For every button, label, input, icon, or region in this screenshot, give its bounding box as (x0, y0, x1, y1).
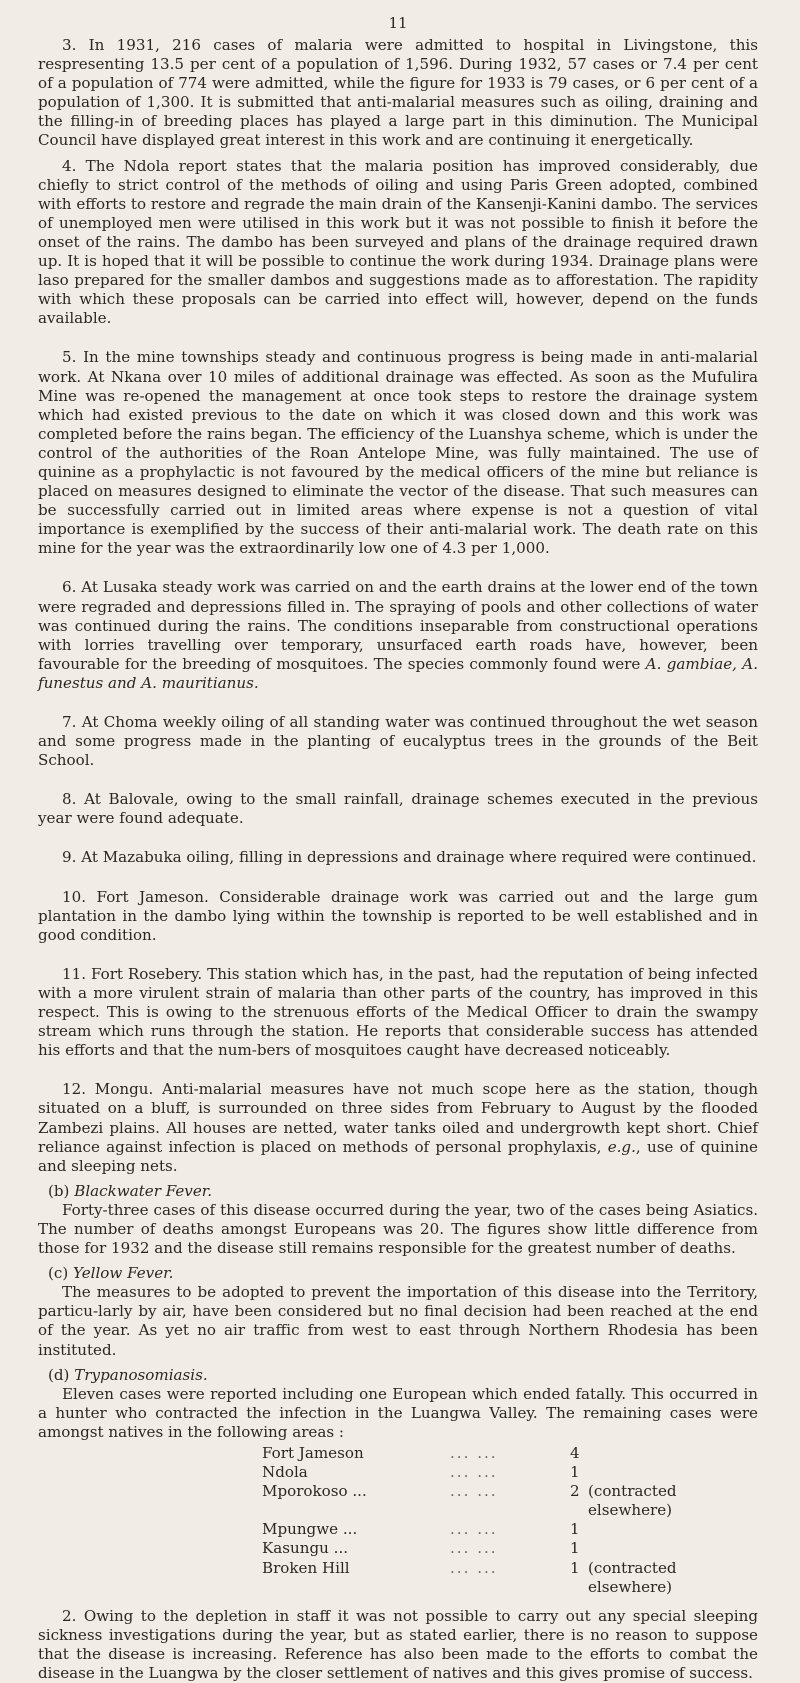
paragraph-6 (38, 578, 758, 693)
leader-dots: ... ... (450, 1463, 498, 1482)
paragraph-7: 7. At Choma weekly oiling of all standing water was continued throughout the wet season and some progress made in the planting of eucalyptus trees in the grounds of the Beit School. (38, 713, 758, 770)
table-row (262, 1444, 758, 1463)
paragraph-8: 8. At Balovale, owing to the small rainfall, drainage schemes executed in the previous year were found adequate. (38, 790, 758, 828)
section-label: (b) (48, 1181, 70, 1200)
section-heading-trypanosomiasis (38, 1366, 758, 1385)
paragraph-10: 10. Fort Jameson. Considerable drainage work was carried out and the large gum plantation in the dambo lying within the township is reported to be well established and in good condition. (38, 887, 758, 944)
paragraph-12-end: , use of quinine and sleeping nets. (38, 1137, 758, 1175)
area-name: Ndola (262, 1463, 308, 1482)
section-heading-yellow-fever (38, 1264, 758, 1283)
area-count: 2 (570, 1482, 580, 1501)
section-title: Trypanosomiasis. (74, 1365, 208, 1384)
paragraph-trypanosomiasis: Eleven cases were reported including one European which ended fatally. This occurred in a hunter who contracted the infection in the Luangwa Valley. The remaining cases were amongst natives in the following areas : (38, 1384, 758, 1441)
area-note: (contracted elsewhere) (588, 1558, 677, 1596)
area-count: 4 (570, 1444, 580, 1462)
leader-dots: ... ... (450, 1520, 498, 1539)
paragraph-9: 9. At Mazabuka oiling, filling in depressions and drainage where required were continued. (62, 848, 757, 867)
area-count: 1 (570, 1558, 580, 1577)
paragraph-yellow-fever: The measures to be adopted to prevent the importation of this disease into the Territory, particu-larly by air, have been considered but no final decision had been reached at the end of the year. As yet no air traffic from west to east through Northern Rhodesia has been instituted. (38, 1283, 758, 1359)
section-title: Yellow Fever. (73, 1264, 174, 1283)
area-note (588, 1463, 758, 1482)
area-name: Broken Hill (262, 1558, 350, 1577)
leader-dots: ... ... (450, 1444, 498, 1462)
area-note (588, 1539, 758, 1558)
section-label: (c) (48, 1264, 69, 1283)
table-row (262, 1539, 758, 1558)
paragraph-6-text: 6. At Lusaka steady work was carried on and the earth drains at the lower end of the town were regraded and depressions filled in. The spraying of pools and other collections of water was continued during the rains. The conditions inseparable from constructional operations with lorries travelling over temporary, unsurfaced earth roads have, however, been favourable for the breeding of mosquitoes. The species commonly found were (38, 578, 758, 673)
leader-dots: ... ... (450, 1482, 498, 1501)
paragraph-3: 3. In 1931, 216 cases of malaria were admitted to hospital in Livingstone, this respresenting 13.5 per cent of a population of 1,596. During 1932, 57 cases or 7.4 per cent of a population of 774 were admitted, while the figure for 1933 is 79 cases, or 6 per cent of a population of 1,300. It is submitted that anti-malarial measures such as oiling, draining and the filling-in of breeding places has played a large part in this diminution. The Municipal Council have displayed great interest in this work and are continuing it energetically. (38, 36, 758, 150)
table-row (262, 1520, 758, 1539)
area-name: Mpungwe ... (262, 1520, 358, 1539)
table-row (262, 1463, 758, 1482)
table-row (262, 1559, 758, 1597)
section-heading-blackwater (38, 1182, 758, 1201)
leader-dots: ... ... (450, 1558, 498, 1577)
area-note (588, 1520, 758, 1539)
area-count: 1 (570, 1463, 580, 1482)
area-note (588, 1444, 758, 1463)
paragraph-final: 2. Owing to the depletion in staff it was not possible to carry out any special sleeping sickness investigations during the year, but as stated earlier, there is no reason to suppose that the disease is increasing. Reference has also been made to the efforts to combat the disease in the Luangwa by the closer settlement of natives and this gives promise of success. (38, 1606, 758, 1683)
area-name: Kasungu ... (262, 1539, 349, 1558)
paragraph-blackwater: Forty-three cases of this disease occurred during the year, two of the cases being Asiatics. The number of deaths amongst Europeans was 20. The figures show little difference from those for 1932 and the disease still remains responsible for the greatest number of deaths. (38, 1200, 758, 1258)
paragraph-4: 4. The Ndola report states that the malaria position has improved considerably, due chiefly to strict control of the methods of oiling and using Paris Green adopted, combined with efforts to restore and regrade the main drain of the Kansenji-Kanini dambo. The services of unemployed men were utilised in this work but it was not possible to finish it before the onset of the rains. The dambo has been surveyed and plans of the drainage required drawn up. It is hoped that it will be possible to continue the work during 1934. Drainage plans were laso prepared for the smaller dambos and suggestions made as to afforestation. The rapidity with which these proposals can be carried into effect will, however, depend on the funds available. (38, 156, 758, 328)
area-name: Mporokoso ... (262, 1482, 367, 1501)
eg-abbrev: e.g. (607, 1137, 636, 1156)
section-label: (d) (48, 1365, 70, 1384)
areas-table (262, 1444, 758, 1597)
area-count: 1 (570, 1520, 580, 1539)
paragraph-12-text: 12. Mongu. Anti-malarial measures have not much scope here as the station, though situated on a bluff, is surrounded on three sides from February to August by the flooded Zambezi plains. All houses are netted, water tanks oiled and undergrowth kept short. Chief reliance against infection is placed on methods of personal prophylaxis, (38, 1080, 758, 1156)
species-list: A. gambiae, A. funestus and A. mauritianus. (38, 654, 759, 692)
leader-dots: ... ... (450, 1539, 498, 1558)
paragraph-5: 5. In the mine townships steady and continuous progress is being made in anti-malarial work. At Nkana over 10 miles of additional drainage was effected. As soon as the Mufulira Mine was re-opened the management at once took steps to restore the drainage system which had existed previous to the date on which it was closed down and this work was completed before the rains began. The efficiency of the Luanshya scheme, which is under the control of the authorities of the Roan Antelope Mine, was fully maintained. The use of quinine as a prophylactic is not favoured by the medical officers of the mine but reliance is placed on measures designed to eliminate the vector of the disease. That such measures can be successfully carried out in limited areas where expense is not a question of vital importance is exemplified by the success of their anti-malarial work. The death rate on this mine for the year was the extraordinarily low one of 4.3 per 1,000. (38, 348, 758, 558)
area-note: (contracted elsewhere) (588, 1482, 677, 1520)
area-count: 1 (570, 1539, 580, 1558)
paragraph-11: 11. Fort Rosebery. This station which has, in the past, had the reputation of being infected with a more virulent strain of malaria than other parts of the country, has improved in this respect. This is owing to the strenuous efforts of the Medical Officer to drain the swampy stream which runs through the station. He reports that considerable success has attended his efforts and that the num-bers of mosquitoes caught have decreased noticeably. (38, 964, 758, 1060)
paragraph-12 (38, 1080, 758, 1175)
section-title: Blackwater Fever. (74, 1181, 213, 1200)
area-name: Fort Jameson (262, 1444, 364, 1462)
page-number: 11 (388, 14, 408, 32)
table-row (262, 1482, 758, 1520)
